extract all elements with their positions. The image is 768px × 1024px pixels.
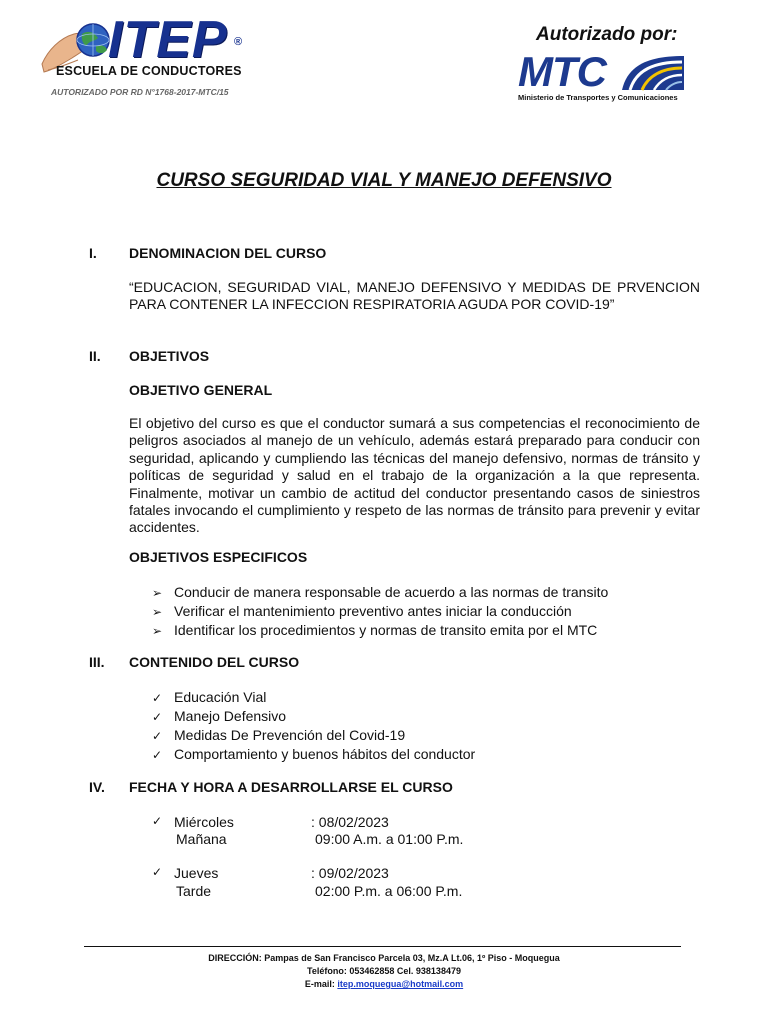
course-content-list — [152, 688, 475, 764]
document-title: CURSO SEGURIDAD VIAL Y MANEJO DEFENSIVO — [156, 170, 612, 191]
footer-divider — [84, 946, 681, 947]
registered-mark: ® — [234, 36, 243, 48]
specific-objectives-list — [152, 583, 608, 640]
list-item-text: Conducir de manera responsable de acuerdo a las normas de transito — [174, 584, 609, 600]
checkmark-icon: ✓ — [152, 814, 163, 828]
general-objective-heading: OBJETIVO GENERAL — [129, 382, 273, 398]
itep-subtitle: ESCUELA DE CONDUCTORES — [56, 64, 242, 78]
checkmark-icon: ✓ — [152, 748, 163, 762]
checkmark-icon: ✓ — [152, 729, 163, 743]
session-hours: 02:00 P.m. a 06:00 P.m. — [315, 883, 463, 899]
section-2-heading: OBJETIVOS — [129, 348, 210, 364]
list-item — [152, 621, 608, 640]
list-item-text: Medidas De Prevención del Covid-19 — [174, 727, 406, 743]
section-3-number: III. — [89, 654, 105, 670]
section-4-heading: FECHA Y HORA A DESARROLLARSE EL CURSO — [129, 779, 453, 795]
checkmark-icon: ✓ — [152, 865, 163, 879]
general-objective-text: El objetivo del curso es que el conductor sumará a sus competencias el reconocimiento de peligros asociados al manejo de un vehículo, además estará preparado para conducir con seguridad, aplicando y cumpliendo las técnicas del manejo defensivo, normas de tránsito y políticas de seguridad y salud en el trabajo de la organización a la que representa. Finalmente, motivar un cambio de actitud del conductor presentando casos de siniestros fatales invocando el cumplimiento y respeto de las normas de tránsito para prevenir y evitar accidentes. — [129, 415, 700, 536]
list-item-text: Educación Vial — [174, 689, 267, 705]
footer-phone: Teléfono: 053462858 Cel. 938138479 — [307, 966, 461, 976]
authorized-by-label: Autorizado por: — [536, 24, 678, 45]
section-3-heading: CONTENIDO DEL CURSO — [129, 654, 300, 670]
itep-logo — [38, 11, 253, 98]
session-date: : 08/02/2023 — [311, 814, 389, 830]
section-2-number: II. — [89, 348, 101, 364]
session-hours: 09:00 A.m. a 01:00 P.m. — [315, 831, 464, 847]
session-date: : 09/02/2023 — [311, 865, 389, 881]
list-item — [152, 688, 475, 707]
itep-wordmark: ITEP — [108, 11, 228, 69]
footer-email — [0, 979, 768, 989]
list-item — [152, 745, 475, 764]
list-item — [152, 707, 475, 726]
arrow-bullet-icon: ➢ — [152, 624, 163, 638]
course-name-text: “EDUCACION, SEGURIDAD VIAL, MANEJO DEFENSIVO Y MEDIDAS DE PRVENCION PARA CONTENER LA INFECCION RESPIRATORIA AGUDA POR COVID-19” — [129, 279, 700, 313]
list-item — [152, 602, 608, 621]
mtc-logo — [512, 24, 692, 104]
section-4-number: IV. — [89, 779, 105, 795]
list-item-text: Manejo Defensivo — [174, 708, 287, 724]
footer-email-label: E-mail: — [304, 979, 338, 989]
mtc-wordmark: MTC — [518, 48, 606, 95]
section-1-heading: DENOMINACION DEL CURSO — [129, 245, 327, 261]
footer-address: DIRECCIÓN: Pampas de San Francisco Parcela 03, Mz.A Lt.06, 1º Piso - Moquegua — [208, 953, 560, 963]
list-item — [152, 583, 608, 602]
session-period: Tarde — [176, 883, 212, 899]
section-1-number: I. — [89, 245, 97, 261]
checkmark-icon: ✓ — [152, 691, 163, 705]
session-day: Jueves — [174, 865, 219, 881]
session-period: Mañana — [176, 831, 227, 847]
email-link[interactable]: itep.moquegua@hotmail.com — [337, 979, 464, 989]
list-item-text: Identificar los procedimientos y normas de transito emita por el MTC — [174, 622, 598, 638]
arrow-bullet-icon: ➢ — [152, 605, 163, 619]
specific-objectives-heading: OBJETIVOS ESPECIFICOS — [129, 549, 308, 565]
list-item — [152, 726, 475, 745]
list-item-text: Verificar el mantenimiento preventivo antes iniciar la conducción — [174, 603, 572, 619]
session-day: Miércoles — [174, 814, 234, 830]
list-item-text: Comportamiento y buenos hábitos del conductor — [174, 746, 476, 762]
checkmark-icon: ✓ — [152, 710, 163, 724]
arrow-bullet-icon: ➢ — [152, 586, 163, 600]
mtc-ministry-name: Ministerio de Transportes y Comunicaciones — [518, 93, 678, 102]
itep-authorization: AUTORIZADO POR RD N°1768-2017-MTC/15 — [51, 87, 229, 97]
mtc-road-icon — [620, 54, 686, 92]
